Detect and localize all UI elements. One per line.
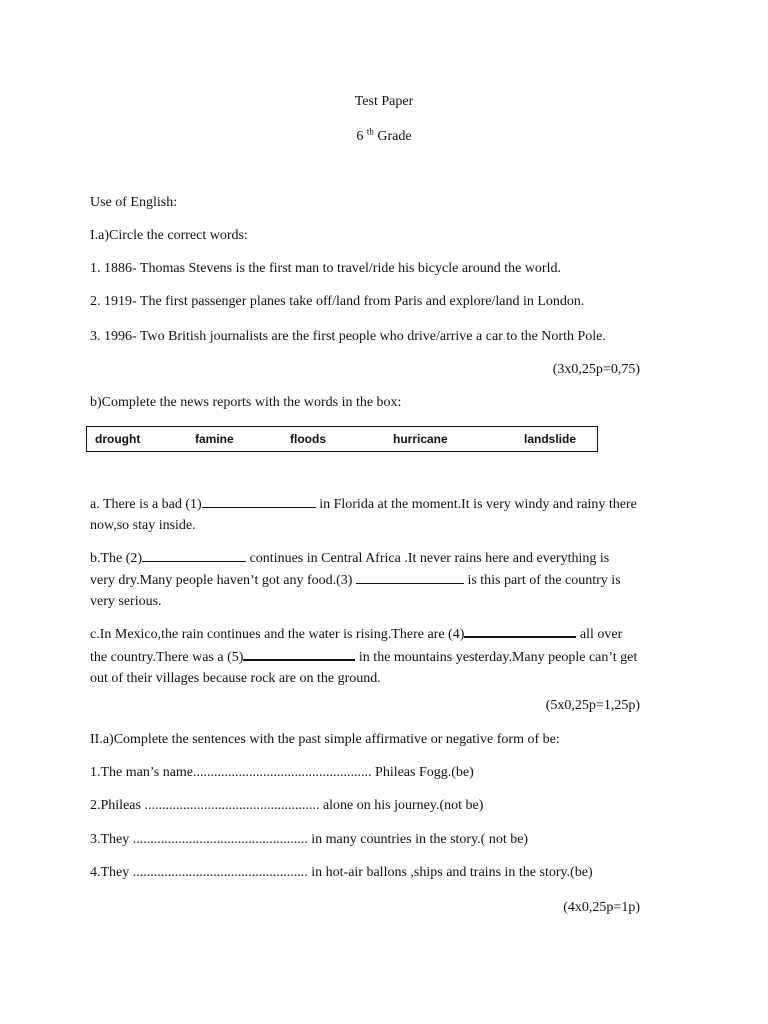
report-c-text: out of their villages because rock are on the ground. [90,671,381,686]
part2-item-text: 1.The man’s name [90,765,194,780]
report-b [90,547,660,612]
report-c [90,622,660,689]
part2-item-text: in hot-air ballons ,ships and trains in the story.(be) [307,865,593,880]
blank-2-input[interactable] [142,547,246,562]
blank-5-input[interactable] [243,645,355,661]
word-box-item: landslide [524,432,577,446]
blank-4-input[interactable] [464,622,576,638]
report-c-text: in the mountains yesterday.Many people can’t get [355,650,638,665]
grade-number: 6 [356,129,364,144]
section-heading: Use of English: [90,195,178,210]
word-box-item: drought [95,432,141,446]
part2-item-1 [90,763,474,783]
report-c-text: all over [576,627,623,642]
word-box-item: hurricane [393,432,448,446]
blank-1-input[interactable] [202,493,316,508]
part1b-instruction: b)Complete the news reports with the words in the box: [90,395,402,410]
word-box-item: famine [195,432,234,446]
report-c-text: c.In Mexico,the rain continues and the water is rising.There are (4) [90,627,465,642]
report-c-text: the country.There was a (5) [90,650,244,665]
report-a-text: now,so stay inside. [90,518,196,533]
blank-3-input[interactable] [356,569,464,584]
report-b-text: is this part of the country is [463,573,621,588]
report-b-text: very serious. [90,594,162,609]
part1-instruction: I.a)Circle the correct words: [90,228,248,243]
report-b-text: very dry.Many people haven’t got any food.(3) [90,573,356,588]
part2-item-text: Phileas Fogg.(be) [371,765,474,780]
report-b-text: continues in Central Africa .It never rains here and everything is [246,551,610,566]
report-b-text: b.The (2) [90,551,143,566]
part2-instruction: II.a)Complete the sentences with the past simple affirmative or negative form of be: [90,732,560,747]
word-box-item: floods [290,432,326,446]
part2-item-text: 2.Phileas [90,798,145,813]
report-a-text: a. There is a bad (1) [90,497,202,512]
part1-item-1: 1. 1886- Thomas Stevens is the first man to travel/ride his bicycle around the world. [90,261,561,276]
grade-word: Grade [377,129,412,144]
answer-dots-3[interactable]: .................................................. [132,832,308,847]
part2-item-text: alone on his journey.(not be) [319,798,484,813]
part2-item-text: 4.They [90,865,133,880]
part1-score: (3x0,25p=0,75) [552,362,640,377]
report-a [90,493,660,536]
part1-item-3: 3. 1996- Two British journalists are the first people who drive/arrive a car to the North Pole. [90,329,606,344]
grade-label [0,127,768,147]
answer-dots-4[interactable]: .................................................. [132,865,308,880]
answer-dots-2[interactable]: .................................................. [144,798,320,813]
part2-score: (4x0,25p=1p) [563,900,640,915]
part1-item-2: 2. 1919- The first passenger planes take off/land from Paris and explore/land in London. [90,294,585,309]
word-box [86,426,598,452]
part2-item-text: 3.They [90,832,133,847]
part2-item-4 [90,863,593,883]
answer-dots-1[interactable]: ................................................... [193,765,372,780]
part2-item-text: in many countries in the story.( not be) [307,832,529,847]
part1b-score: (5x0,25p=1,25p) [545,698,640,713]
page-title: Test Paper [354,94,414,109]
part2-item-2 [90,796,483,816]
report-a-text: in Florida at the moment.It is very windy and rainy there [315,497,637,512]
grade-suffix: th [366,126,374,137]
part2-item-3 [90,830,528,850]
